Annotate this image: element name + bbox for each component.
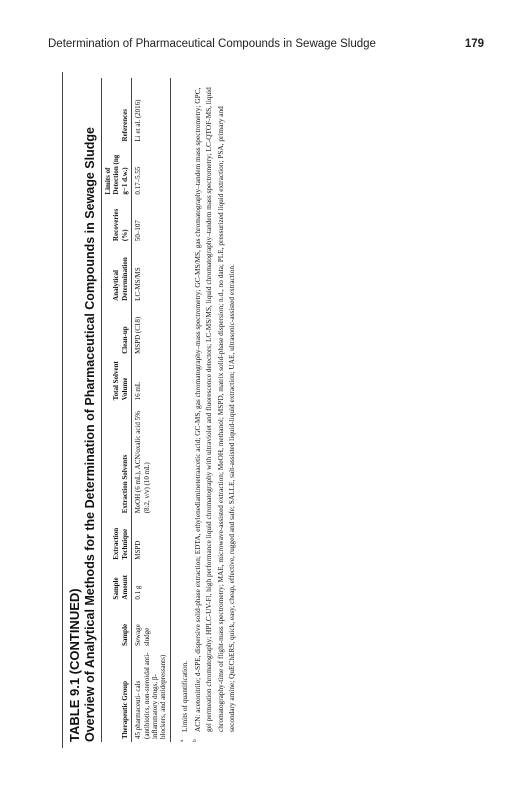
col-extraction-technique: Extraction Technique — [102, 516, 132, 562]
footnote — [179, 78, 190, 742]
cell-references: Li et al. (2016) — [134, 99, 143, 142]
table-row — [132, 78, 171, 742]
col-analytical-determination: Analytical Determination — [102, 244, 132, 304]
cell-extraction-solvents: MeOH (6 mL), ACN/oxalic acid 5% (8:2, v/v) (10 mL) — [134, 411, 151, 514]
cell-sample-amount: 0.1 g — [134, 585, 143, 600]
table-container — [63, 72, 239, 748]
table-header-row — [102, 78, 132, 742]
cell-limits-of-detection: 0.17–5.55 — [134, 166, 143, 195]
col-references: References — [102, 78, 132, 144]
footnote-text: ACN: acetonitrile; d-SPE, dispersive solid-phase extraction; EDTA, ethylenediaminetetraacetic acid; GC-MS, gas chromatography–mass spectrometry; GC-MS/MS, gas chromatography–tandem mass spectrometry; GPC, gel permeation chromatography; HPLC-UV-Fl, high performance liquid chromatography with ultraviolet and fluorescence detectors; LC-MS/MS, liquid chromatography–tandem mass spectrometry; LC-QTOF-MS, liquid chromatography-time of flight-mass spectrometry; MAE, microwave-assisted extraction; MeOH, methanol; MSPD, matrix solid-phase dispersion; n.d., no data; PLE, pressurized liquid extraction; PSA, primary and secondary amine; QuEChERS, quick, easy, cheap, effective, rugged and safe; SALLE, salt-assisted liquid-liquid extraction; UAE, ultrasonic-assisted extraction. — [193, 87, 236, 732]
footnote-mark: b — [192, 739, 199, 742]
cell-sample: Sewage sludge — [134, 624, 151, 647]
col-clean-up: Clean-up — [102, 304, 132, 357]
col-total-solvent-volume: Total Solvent Volume — [102, 357, 132, 403]
col-therapeutic-group: Therapeutic Group — [102, 649, 132, 742]
cell-clean-up: MSPD (C18) — [134, 316, 143, 354]
table-label: TABLE 9.1 (CONTINUED) — [67, 588, 82, 742]
page-header — [48, 38, 484, 56]
cell-therapeutic-group: 45 pharmaceuti- cals (antibiotics, non-steroidal anti-inflammatory drugs, β-blockers, and antidepressants) — [134, 652, 168, 739]
col-limits-of-detection: Limits of Detection (ng g−1 d.w.) — [102, 144, 132, 197]
cell-extraction-technique: MSPD — [134, 540, 143, 560]
col-recoveries: Recoveries (%) — [102, 198, 132, 244]
col-sample: Sample — [102, 603, 132, 649]
cell-analytical-determination: LC-MS/MS — [134, 267, 143, 301]
table-title: Overview of Analytical Methods for the Determination of Pharmaceutical Compounds in Sewage Sludge — [83, 127, 97, 742]
col-sample-amount: Sample Amount — [102, 563, 132, 603]
rotated-table-block — [63, 72, 483, 748]
footnote-text: Limits of quantification. — [179, 660, 189, 732]
col-extraction-solvents: Extraction Solvents — [102, 403, 132, 516]
running-title: Determination of Pharmaceutical Compounds in Sewage Sludge — [48, 38, 376, 50]
table-footnotes — [179, 78, 237, 742]
footnote-mark: a — [178, 739, 185, 742]
page-number: 179 — [464, 38, 484, 50]
cell-total-solvent-volume: 16 mL — [134, 381, 143, 401]
methods-table — [101, 78, 171, 742]
footnote — [192, 78, 237, 742]
cell-recoveries: 50–107 — [134, 220, 143, 242]
